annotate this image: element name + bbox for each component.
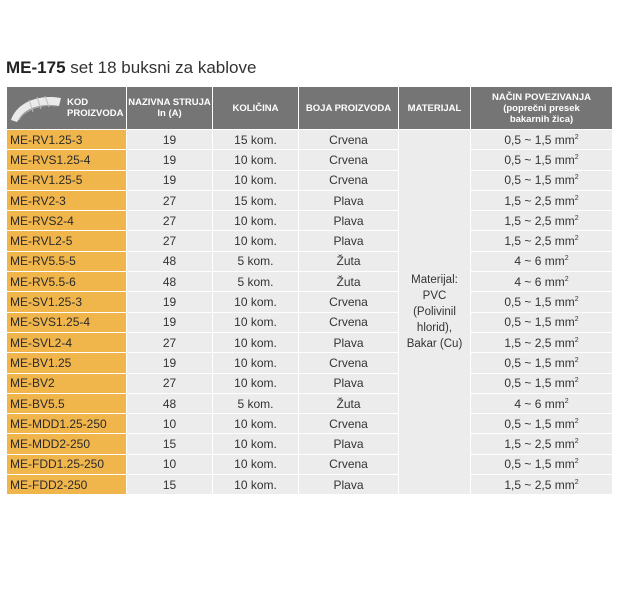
header-current-line1: NAZIVNA STRUJA bbox=[128, 97, 211, 108]
header-connection-line2: (poprečni presek bbox=[503, 102, 580, 114]
connection-value: 1,5 ~ 2,5 mm bbox=[504, 193, 575, 208]
current-cell: 27 bbox=[127, 231, 213, 251]
current-cell: 10 bbox=[127, 414, 213, 434]
connection-cell bbox=[471, 414, 613, 434]
quantity-cell: 10 kom. bbox=[213, 170, 299, 190]
table-row bbox=[7, 393, 613, 413]
current-cell: 48 bbox=[127, 393, 213, 413]
color-cell: Plava bbox=[299, 211, 399, 231]
connection-value: 4 ~ 6 mm bbox=[514, 396, 565, 411]
color-cell: Crvena bbox=[299, 170, 399, 190]
quantity-cell: 10 kom. bbox=[213, 373, 299, 393]
quantity-cell: 5 kom. bbox=[213, 272, 299, 292]
connection-cell bbox=[471, 434, 613, 454]
current-cell: 48 bbox=[127, 272, 213, 292]
material-line4: hlorid), bbox=[416, 322, 453, 335]
connection-exponent: 2 bbox=[574, 235, 579, 243]
header-quantity: KOLIČINA bbox=[213, 87, 299, 130]
header-current-line2: In (A) bbox=[157, 108, 182, 119]
connection-value: 1,5 ~ 2,5 mm bbox=[504, 437, 575, 452]
quantity-cell: 10 kom. bbox=[213, 150, 299, 170]
connection-exponent: 2 bbox=[564, 275, 569, 283]
connection-value: 0,5 ~ 1,5 mm bbox=[504, 416, 575, 431]
current-cell: 27 bbox=[127, 190, 213, 210]
table-row bbox=[7, 272, 613, 292]
table-row bbox=[7, 150, 613, 170]
quantity-cell: 15 kom. bbox=[213, 190, 299, 210]
color-cell: Plava bbox=[299, 475, 399, 495]
connection-exponent: 2 bbox=[574, 478, 579, 486]
connection-cell bbox=[471, 272, 613, 292]
current-cell: 48 bbox=[127, 251, 213, 271]
quantity-cell: 5 kom. bbox=[213, 393, 299, 413]
product-code-cell: ME-RVS2-4 bbox=[7, 211, 127, 231]
title-text: set 18 buksni za kablove bbox=[70, 58, 257, 77]
quantity-cell: 10 kom. bbox=[213, 434, 299, 454]
connection-cell bbox=[471, 353, 613, 373]
product-code-cell: ME-RV1.25-3 bbox=[7, 130, 127, 150]
connection-cell bbox=[471, 373, 613, 393]
connection-exponent: 2 bbox=[574, 296, 579, 304]
connection-value: 0,5 ~ 1,5 mm bbox=[504, 457, 575, 472]
header-code bbox=[7, 87, 127, 130]
table-row bbox=[7, 130, 613, 150]
current-cell: 15 bbox=[127, 434, 213, 454]
connection-cell bbox=[471, 211, 613, 231]
product-code-cell: ME-FDD1.25-250 bbox=[7, 454, 127, 474]
table-row bbox=[7, 332, 613, 352]
color-cell: Crvena bbox=[299, 353, 399, 373]
product-code-cell: ME-SVL2-4 bbox=[7, 332, 127, 352]
connection-value: 0,5 ~ 1,5 mm bbox=[504, 173, 575, 188]
product-table bbox=[6, 86, 613, 495]
quantity-cell: 10 kom. bbox=[213, 312, 299, 332]
color-cell: Crvena bbox=[299, 414, 399, 434]
color-cell: Plava bbox=[299, 434, 399, 454]
connection-exponent: 2 bbox=[574, 377, 579, 385]
quantity-cell: 10 kom. bbox=[213, 353, 299, 373]
product-code-cell: ME-RV1.25-5 bbox=[7, 170, 127, 190]
current-cell: 19 bbox=[127, 170, 213, 190]
table-row bbox=[7, 231, 613, 251]
connection-cell bbox=[471, 475, 613, 495]
material-line1: Materijal: bbox=[411, 274, 458, 287]
connection-exponent: 2 bbox=[574, 356, 579, 364]
connection-value: 0,5 ~ 1,5 mm bbox=[504, 376, 575, 391]
connection-exponent: 2 bbox=[574, 133, 579, 141]
current-cell: 19 bbox=[127, 150, 213, 170]
material-cell bbox=[399, 130, 471, 495]
connection-value: 0,5 ~ 1,5 mm bbox=[504, 152, 575, 167]
table-row bbox=[7, 251, 613, 271]
material-line3: (Polivinil bbox=[413, 306, 456, 319]
quantity-cell: 5 kom. bbox=[213, 251, 299, 271]
connection-exponent: 2 bbox=[574, 417, 579, 425]
quantity-cell: 10 kom. bbox=[213, 454, 299, 474]
current-cell: 15 bbox=[127, 475, 213, 495]
quantity-cell: 10 kom. bbox=[213, 231, 299, 251]
table-row bbox=[7, 312, 613, 332]
table-row bbox=[7, 475, 613, 495]
quantity-cell: 10 kom. bbox=[213, 292, 299, 312]
header-code-line1: KOD bbox=[67, 97, 89, 108]
product-code-cell: ME-RV2-3 bbox=[7, 190, 127, 210]
connection-cell bbox=[471, 454, 613, 474]
product-code-cell: ME-FDD2-250 bbox=[7, 475, 127, 495]
product-code-cell: ME-RV5.5-6 bbox=[7, 272, 127, 292]
connection-value: 4 ~ 6 mm bbox=[514, 274, 565, 289]
connection-cell bbox=[471, 292, 613, 312]
connection-cell bbox=[471, 332, 613, 352]
color-cell: Crvena bbox=[299, 292, 399, 312]
table-row bbox=[7, 454, 613, 474]
connection-exponent: 2 bbox=[574, 336, 579, 344]
connection-exponent: 2 bbox=[564, 255, 569, 263]
header-color: BOJA PROIZVODA bbox=[299, 87, 399, 130]
header-connection-line1: NAČIN POVEZIVANJA bbox=[491, 91, 592, 103]
table-row bbox=[7, 211, 613, 231]
connection-cell bbox=[471, 393, 613, 413]
connection-cell bbox=[471, 190, 613, 210]
connection-cell bbox=[471, 312, 613, 332]
connection-exponent: 2 bbox=[574, 174, 579, 182]
quantity-cell: 10 kom. bbox=[213, 414, 299, 434]
color-cell: Plava bbox=[299, 373, 399, 393]
connection-cell bbox=[471, 170, 613, 190]
table-header-row bbox=[7, 87, 613, 130]
table-row bbox=[7, 170, 613, 190]
connection-value: 1,5 ~ 2,5 mm bbox=[504, 213, 575, 228]
product-code-cell: ME-BV2 bbox=[7, 373, 127, 393]
current-cell: 27 bbox=[127, 332, 213, 352]
current-cell: 19 bbox=[127, 130, 213, 150]
product-code-cell: ME-BV1.25 bbox=[7, 353, 127, 373]
connection-cell bbox=[471, 231, 613, 251]
connection-cell bbox=[471, 150, 613, 170]
connection-cell bbox=[471, 130, 613, 150]
color-cell: Plava bbox=[299, 231, 399, 251]
color-cell: Plava bbox=[299, 332, 399, 352]
connection-value: 0,5 ~ 1,5 mm bbox=[504, 132, 575, 147]
quantity-cell: 10 kom. bbox=[213, 211, 299, 231]
current-cell: 27 bbox=[127, 211, 213, 231]
connection-value: 1,5 ~ 2,5 mm bbox=[504, 234, 575, 249]
connection-value: 1,5 ~ 2,5 mm bbox=[504, 477, 575, 492]
current-cell: 27 bbox=[127, 373, 213, 393]
color-cell: Crvena bbox=[299, 454, 399, 474]
material-line5: Bakar (Cu) bbox=[406, 338, 463, 351]
current-cell: 19 bbox=[127, 292, 213, 312]
connection-exponent: 2 bbox=[574, 316, 579, 324]
page-title bbox=[6, 58, 256, 78]
color-cell: Žuta bbox=[299, 393, 399, 413]
product-code-cell: ME-SV1.25-3 bbox=[7, 292, 127, 312]
table-row bbox=[7, 373, 613, 393]
product-code-cell: ME-RV5.5-5 bbox=[7, 251, 127, 271]
color-cell: Žuta bbox=[299, 272, 399, 292]
table-row bbox=[7, 434, 613, 454]
header-current bbox=[127, 87, 213, 130]
product-code-cell: ME-BV5.5 bbox=[7, 393, 127, 413]
header-connection bbox=[471, 87, 613, 130]
connection-cell bbox=[471, 251, 613, 271]
title-code: ME-175 bbox=[6, 58, 66, 77]
material-line2: PVC bbox=[422, 290, 447, 303]
current-cell: 19 bbox=[127, 312, 213, 332]
product-code-cell: ME-MDD2-250 bbox=[7, 434, 127, 454]
color-cell: Crvena bbox=[299, 130, 399, 150]
connection-exponent: 2 bbox=[564, 397, 569, 405]
product-code-cell: ME-RVL2-5 bbox=[7, 231, 127, 251]
color-cell: Žuta bbox=[299, 251, 399, 271]
connection-exponent: 2 bbox=[574, 214, 579, 222]
connection-value: 0,5 ~ 1,5 mm bbox=[504, 355, 575, 370]
product-code-cell: ME-MDD1.25-250 bbox=[7, 414, 127, 434]
header-material: MATERIJAL bbox=[399, 87, 471, 130]
connection-value: 4 ~ 6 mm bbox=[514, 254, 565, 269]
quantity-cell: 10 kom. bbox=[213, 475, 299, 495]
table-row bbox=[7, 292, 613, 312]
color-cell: Crvena bbox=[299, 312, 399, 332]
product-code-cell: ME-SVS1.25-4 bbox=[7, 312, 127, 332]
header-connection-line3: bakarnih žica) bbox=[509, 113, 574, 125]
connection-exponent: 2 bbox=[574, 153, 579, 161]
product-code-cell: ME-RVS1.25-4 bbox=[7, 150, 127, 170]
current-cell: 19 bbox=[127, 353, 213, 373]
table-row bbox=[7, 353, 613, 373]
table-row bbox=[7, 190, 613, 210]
color-cell: Crvena bbox=[299, 150, 399, 170]
connection-exponent: 2 bbox=[574, 194, 579, 202]
header-code-line2: PROIZVODA bbox=[67, 108, 124, 119]
quantity-cell: 10 kom. bbox=[213, 332, 299, 352]
connection-value: 0,5 ~ 1,5 mm bbox=[504, 295, 575, 310]
current-cell: 10 bbox=[127, 454, 213, 474]
connection-exponent: 2 bbox=[574, 458, 579, 466]
connection-exponent: 2 bbox=[574, 438, 579, 446]
cable-lug-logo-icon bbox=[9, 92, 63, 124]
connection-value: 0,5 ~ 1,5 mm bbox=[504, 315, 575, 330]
connection-value: 1,5 ~ 2,5 mm bbox=[504, 335, 575, 350]
table-row bbox=[7, 414, 613, 434]
quantity-cell: 15 kom. bbox=[213, 130, 299, 150]
color-cell: Plava bbox=[299, 190, 399, 210]
